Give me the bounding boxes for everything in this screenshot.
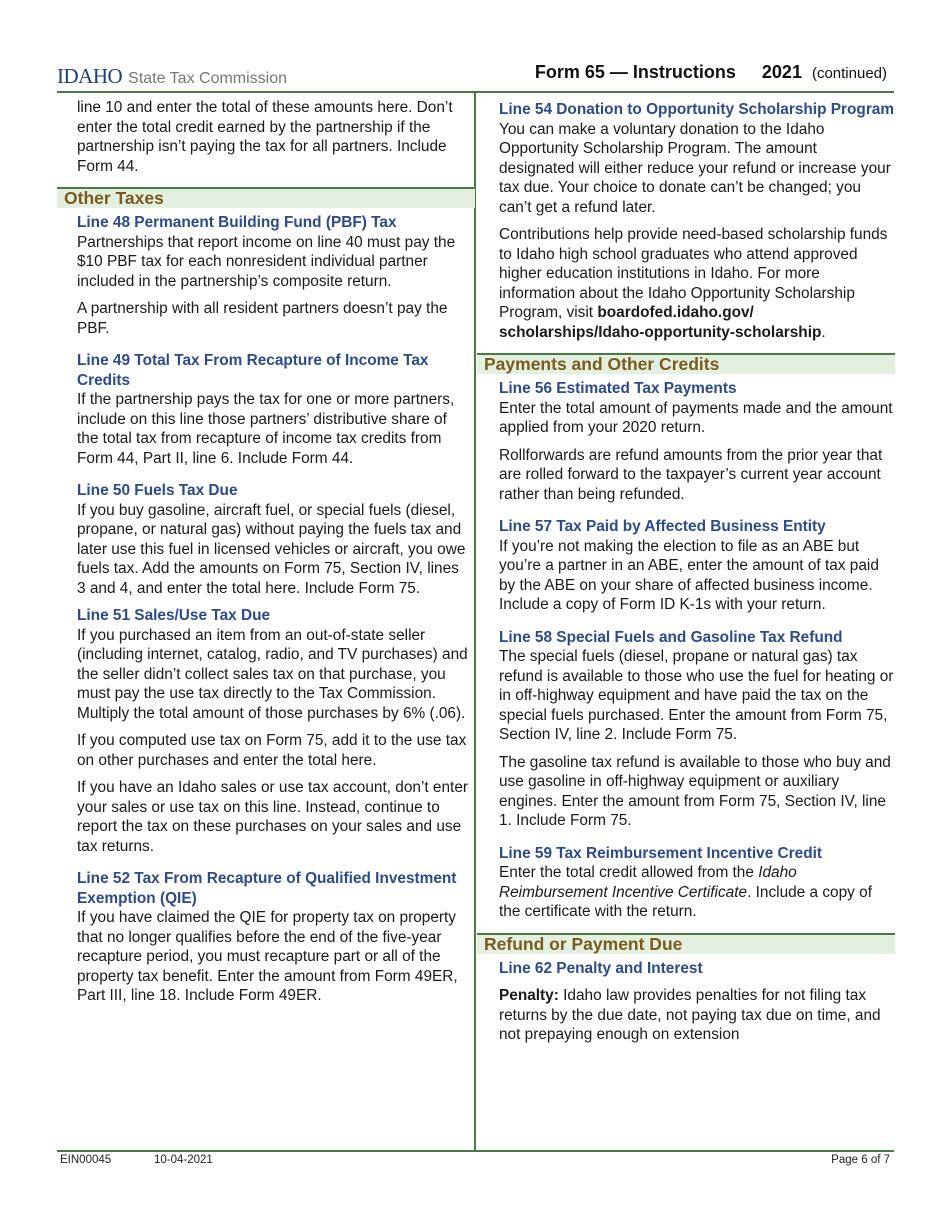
scholarship-url-link[interactable]: boardofed.idaho.gov/ scholarships/Idaho-opportunity-scholarship <box>499 304 822 341</box>
logo-commission-text: State Tax Commission <box>128 70 288 87</box>
penalty-label: Penalty: <box>499 987 559 1004</box>
form-year: 2021 <box>761 62 802 82</box>
footer-rule <box>57 1150 894 1152</box>
line-58-text-2: The gasoline tax refund is available to those who buy and use gasoline in off-highway equipment or auxiliary engines. Enter the amount from Form 75, Section IV, line 1. Include Form 75. <box>499 753 891 829</box>
line-54-text-1: You can make a voluntary donation to the Idaho Opportunity Scholarship Program. The amount designated will either reduce your refund or increase your tax due. Your choice to donate can’t be changed; you can’t get a refund later. <box>499 120 891 216</box>
line-51-heading: Line 51 Sales/Use Tax Due <box>77 607 271 624</box>
idaho-tax-commission-logo <box>57 64 287 89</box>
line-59-heading: Line 59 Tax Reimbursement Incentive Credit <box>499 844 823 862</box>
page-number: Page 6 of 7 <box>831 1154 890 1166</box>
line-51-text-2: If you computed use tax on Form 75, add it to the use tax on other purchases and enter the total here. <box>77 732 467 769</box>
line-48-heading: Line 48 Permanent Building Fund (PBF) Tax <box>77 214 397 231</box>
page-header <box>57 60 887 90</box>
section-payments-credits: Payments and Other Credits <box>477 353 895 374</box>
right-column <box>477 98 895 1045</box>
line-57-text-1: If you’re not making the election to file as an ABE but you’re a partner in an ABE, enter the amount of tax paid by the ABE on your share of affected business income. Include a copy of Form ID K-1s with your return. <box>499 537 879 613</box>
form-title: Form 65 — Instructions <box>534 62 736 82</box>
form-code: EIN00045 <box>60 1154 112 1166</box>
line-52-heading: Line 52 Tax From Recapture of Qualified Investment Exemption (QIE) <box>77 870 457 907</box>
line-56-heading: Line 56 Estimated Tax Payments <box>499 380 737 397</box>
line-50-heading: Line 50 Fuels Tax Due <box>77 482 238 499</box>
revision-date: 10-04-2021 <box>154 1154 213 1166</box>
continued-label: (continued) <box>811 65 887 82</box>
left-column <box>57 98 474 1006</box>
line-56-text-2: Rollforwards are refund amounts from the prior year that are rolled forward to the taxpayer’s current year account rather than being refunded. <box>499 446 883 503</box>
section-other-taxes: Other Taxes <box>57 187 475 208</box>
line-52-text-1: If you have claimed the QIE for property tax on property that no longer qualifies before the end of the five-year recapture period, you must recapture part or all of the property tax benefit. Enter the amount from Form 49ER, Part III, line 18. Include Form 49ER. <box>77 909 458 1004</box>
line-58-heading: Line 58 Special Fuels and Gasoline Tax Refund <box>499 628 843 646</box>
line-51-text-3: If you have an Idaho sales or use tax account, don’t enter your sales or use tax on this line. Instead, continue to report the tax on these purchases on your sales and use tax returns. <box>77 779 469 855</box>
line-54-text-2-end: . <box>821 323 826 341</box>
line-51-text-1: If you purchased an item from an out-of-state seller (including internet, catalog, radio, and TV purchases) and the seller didn’t collect sales tax on that purchase, you must pay the use tax directly to the Tax Commission. Multiply the total amount of those purchases by 6% (.06). <box>77 626 468 722</box>
line-54-text-2-body: Contributions help provide need-based scholarship funds to Idaho high school graduates who attend approved higher education institutions in Idaho. For more information about the Idaho Opportunity Scholarship Program, visit <box>499 226 888 321</box>
line-58-text-1: The special fuels (diesel, propane or natural gas) tax refund is available to those who use the fuel for heating or in off-highway equipment and have paid the tax on the special fuels purchased. Enter the amount from Form 75, Section IV, line 2. Include Form 75. <box>499 648 894 743</box>
form-title-block <box>535 62 887 83</box>
line-50-text-1: If you buy gasoline, aircraft fuel, or special fuels (diesel, propane, or natural gas) without paying the fuels tax and later use this fuel in licensed vehicles or aircraft, you owe fuels tax. Add the amounts on Form 75, Section IV, lines 3 and 4, and enter the total here. Include Form 75. <box>77 501 466 597</box>
line-54-heading: Line 54 Donation to Opportunity Scholarship Program <box>499 101 895 118</box>
line-59-text-1 <box>499 863 895 922</box>
line-57-heading: Line 57 Tax Paid by Affected Business Entity <box>499 518 826 535</box>
line-48-text-1: Partnerships that report income on line 40 must pay the $10 PBF tax for each nonresident individual partner included in the partnership’s composite return. <box>77 233 456 290</box>
section-refund-payment-due: Refund or Payment Due <box>477 933 895 954</box>
intro-paragraph: line 10 and enter the total of these amounts here. Don’t enter the total credit earned by the partnership if the partnership isn’t paying the tax for all partners. Include Form 44. <box>77 99 453 175</box>
line-49-text-1: If the partnership pays the tax for one or more partners, include on this line those partners’ distributive share of the total tax from recapture of income tax credits from Form 44, Part II, line 6. Include Form 44. <box>77 391 455 467</box>
line-59-text-b: . Include a copy of the certificate with the return. <box>499 883 872 920</box>
line-62-text-1 <box>499 986 895 1045</box>
line-54-text-2 <box>499 225 895 342</box>
line-62-heading: Line 62 Penalty and Interest <box>499 959 703 977</box>
column-divider <box>474 92 476 1151</box>
line-48-text-2: A partnership with all resident partners doesn’t pay the PBF. <box>77 300 448 337</box>
line-56-text-1: Enter the total amount of payments made and the amount applied from your 2020 return. <box>499 399 893 436</box>
penalty-text: Idaho law provides penalties for not filing tax returns by the due date, not paying tax due on time, and not prepaying enough on extension <box>499 987 881 1043</box>
line-49-heading: Line 49 Total Tax From Recapture of Income Tax Credits <box>77 352 429 389</box>
line-59-certificate-name: Idaho Reimbursement Incentive Certificate <box>499 864 797 901</box>
logo-idaho-wordmark: IDAHO <box>57 64 123 88</box>
line-59-text-a: Enter the total credit allowed from the <box>499 864 759 881</box>
